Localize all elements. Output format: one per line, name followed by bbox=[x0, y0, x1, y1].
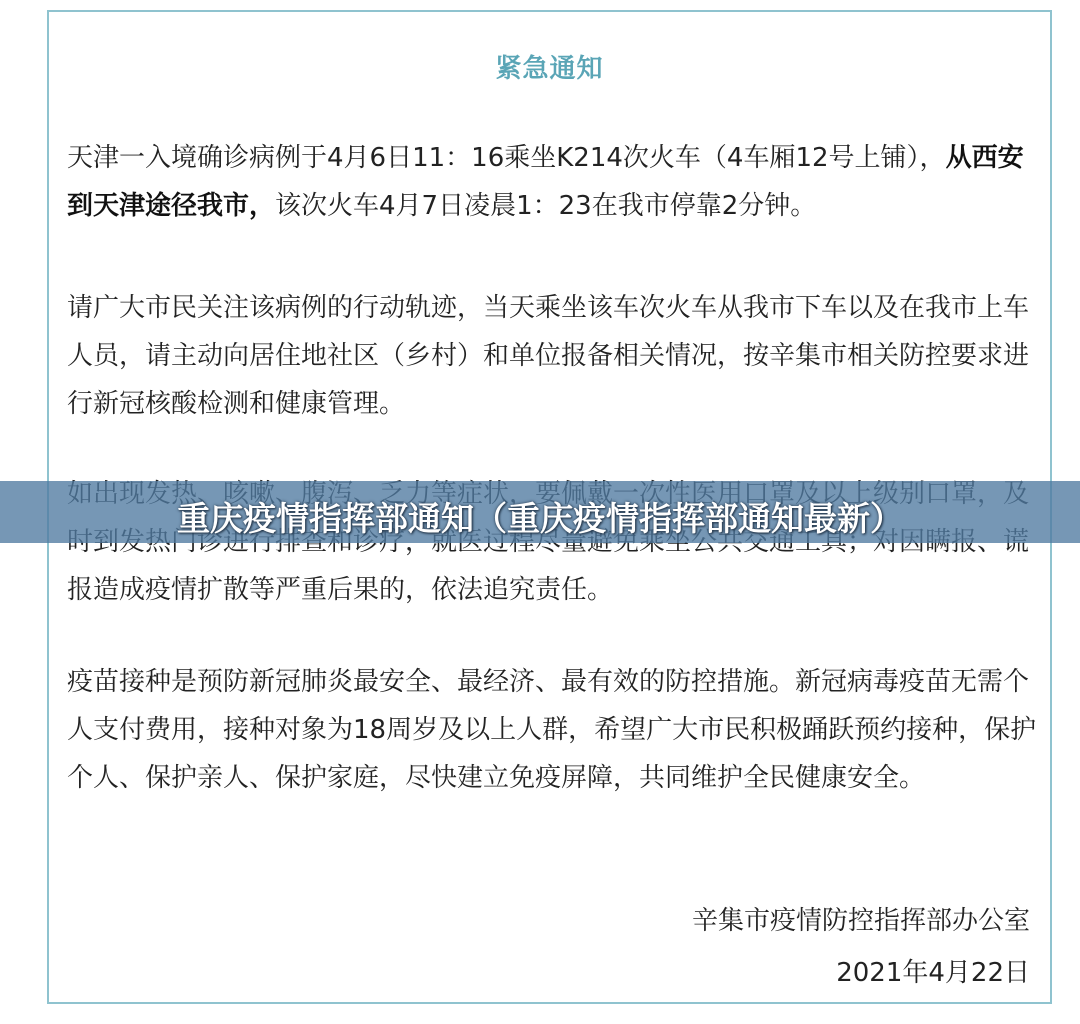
notice-paragraph-1 bbox=[67, 134, 1042, 230]
paragraph-1-tail: 该次火车4月7日凌晨1：23在我市停靠2分钟。 bbox=[275, 191, 817, 221]
notice-paragraph-2: 请广大市民关注该病例的行动轨迹，当天乘坐该车次火车从我市下车以及在我市上车人员，请主动向居住地社区（乡村）和单位报备相关情况，按辛集市相关防控要求进行新冠核酸检测和健康管理。 bbox=[67, 293, 1030, 419]
banner-title: 重庆疫情指挥部通知（重庆疫情指挥部通知最新） bbox=[177, 499, 903, 538]
signature-organization: 辛集市疫情防控指挥部办公室 bbox=[691, 906, 1030, 936]
overlay-title-banner bbox=[0, 481, 1080, 543]
notice-paragraph-4: 疫苗接种是预防新冠肺炎最安全、最经济、最有效的防控措施。新冠病毒疫苗无需个人支付费用，接种对象为18周岁及以上人群，希望广大市民积极踊跃预约接种，保护个人、保护亲人、保护家庭，尽快建立免疫屏障，共同维护全民健康安全。 bbox=[67, 667, 1037, 793]
signature-date: 2021年4月22日 bbox=[836, 958, 1030, 988]
paragraph-1-lead: 天津一入境确诊病例于4月6日11：16乘坐K214次火车（4车厢12号上铺）， bbox=[67, 143, 946, 173]
paragraph-1-bold-route: 从西安到天津途径我市， bbox=[67, 143, 1024, 221]
notice-paragraph-3: 报造成疫情扩散等严重后果的，依法追究责任。 bbox=[67, 575, 614, 605]
notice-title: 紧急通知 bbox=[495, 54, 604, 84]
